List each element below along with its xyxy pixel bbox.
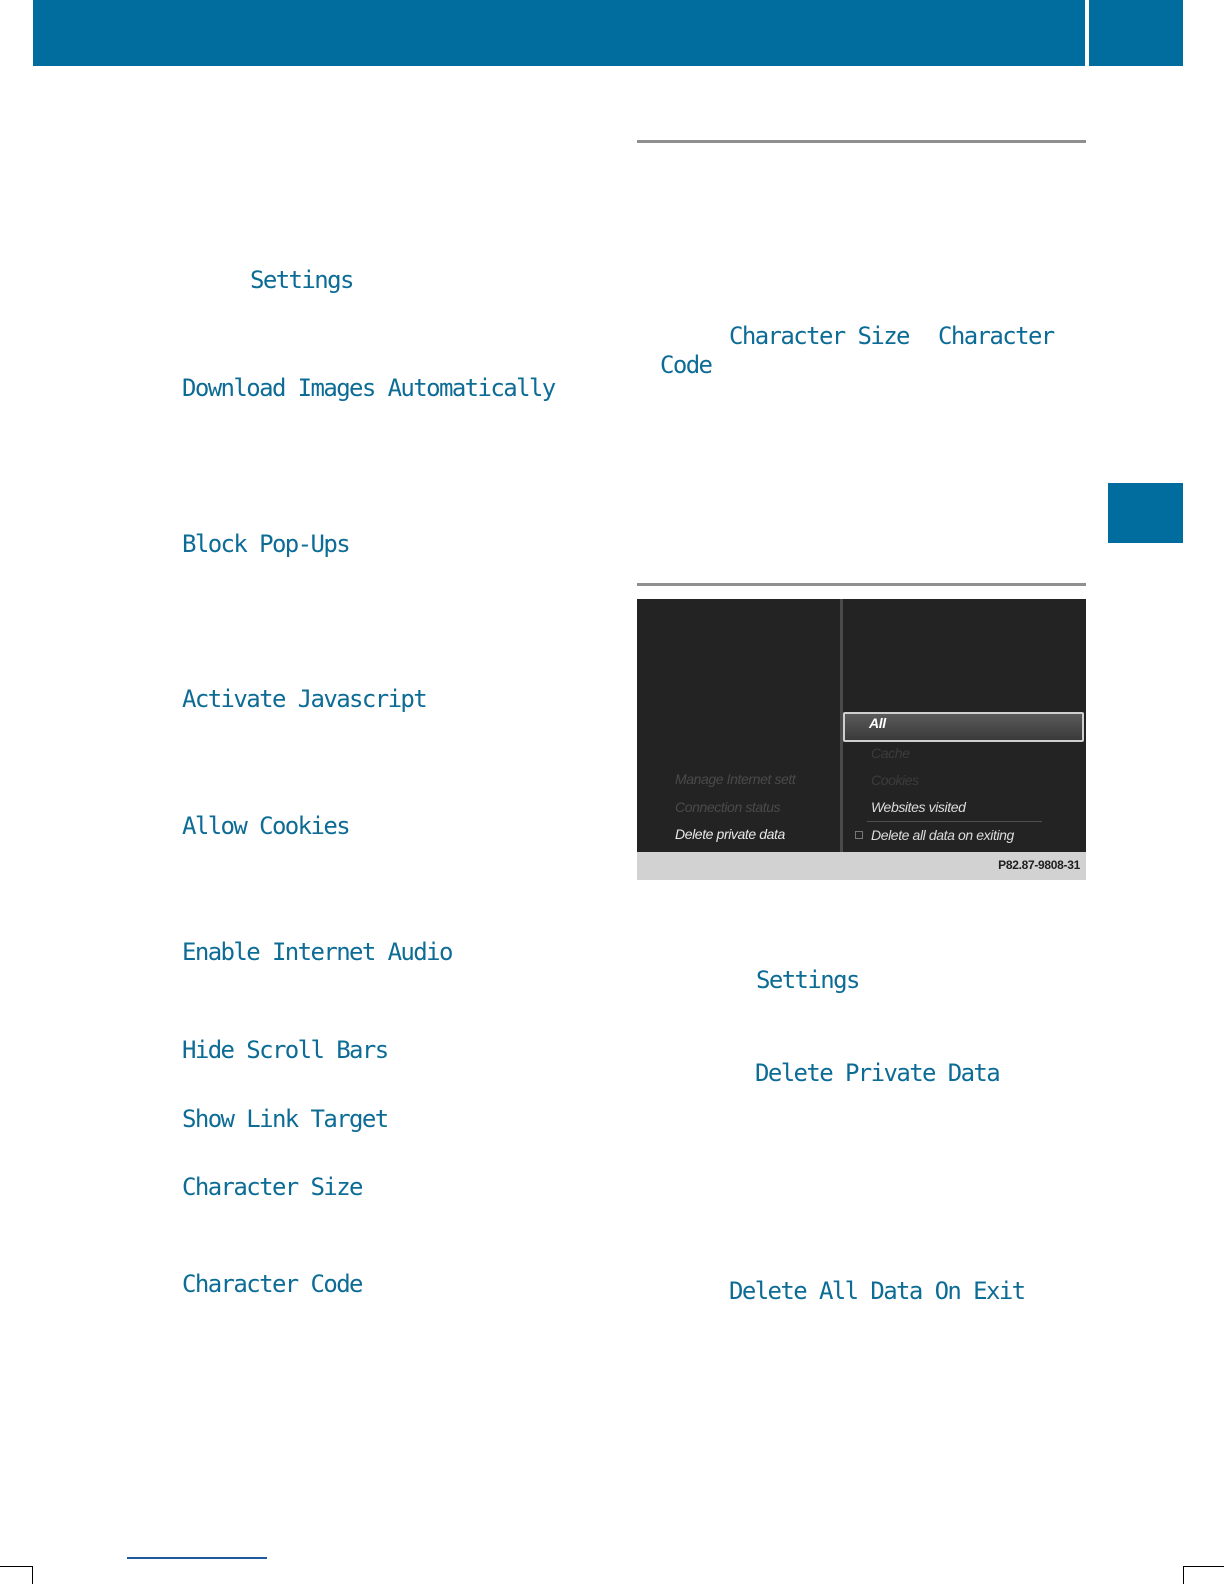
crop-mark-left <box>0 1566 33 1584</box>
section-rule-screenshot <box>637 583 1086 586</box>
menu-item-manage-internet: Manage Internet sett <box>675 771 796 787</box>
block-popups-label: Block Pop-Ups <box>182 530 350 558</box>
option-separator <box>867 821 1042 822</box>
activate-javascript-label: Activate Javascript <box>182 685 427 713</box>
checkbox-icon <box>855 831 863 839</box>
section-rule-top <box>637 140 1086 143</box>
hide-scroll-bars-label: Hide Scroll Bars <box>182 1036 388 1064</box>
download-images-label: Download Images Automatically <box>182 374 555 402</box>
header-bar <box>33 0 1085 66</box>
option-cache: Cache <box>871 745 910 761</box>
option-websites-visited: Websites visited <box>871 799 966 815</box>
display-screenshot <box>637 599 1086 880</box>
settings-label: Settings <box>250 266 353 294</box>
chapter-tab <box>1108 483 1183 543</box>
enable-internet-audio-label: Enable Internet Audio <box>182 938 452 966</box>
footer-link-underline <box>127 1557 267 1559</box>
option-delete-on-exit: Delete all data on exiting <box>871 827 1014 843</box>
character-ref: Character <box>938 322 1054 350</box>
delete-all-data-on-exit-ref: Delete All Data On Exit <box>729 1277 1025 1305</box>
delete-private-data-ref: Delete Private Data <box>755 1059 1000 1087</box>
code-ref: Code <box>660 351 712 379</box>
menu-item-connection-status: Connection status <box>675 799 781 815</box>
character-size-label: Character Size <box>182 1173 362 1201</box>
image-caption: P82.87-9808-31 <box>998 858 1080 872</box>
menu-item-delete-private-data: Delete private data <box>675 826 785 842</box>
option-all: All <box>869 715 886 731</box>
show-link-target-label: Show Link Target <box>182 1105 388 1133</box>
option-cookies: Cookies <box>871 772 919 788</box>
settings-ref: Settings <box>756 966 859 994</box>
crop-mark-right <box>1183 1566 1224 1584</box>
allow-cookies-label: Allow Cookies <box>182 812 350 840</box>
header-bar-tab <box>1089 0 1183 66</box>
character-size-ref: Character Size <box>729 322 909 350</box>
character-code-label: Character Code <box>182 1270 362 1298</box>
